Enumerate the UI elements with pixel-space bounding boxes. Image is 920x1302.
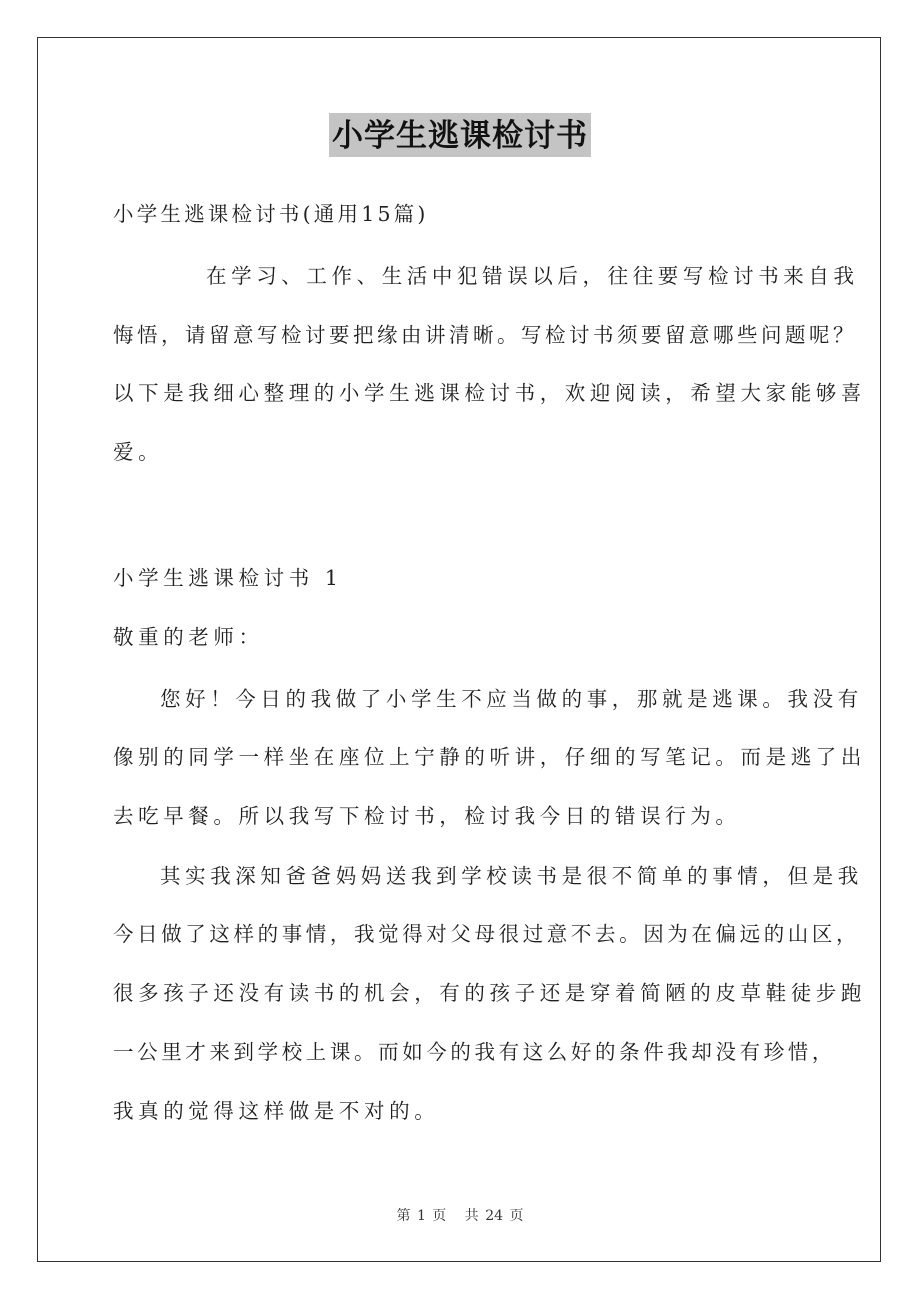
document-subtitle: 小学生逃课检讨书(通用15篇) [113, 202, 429, 226]
paragraph-1-line-3: 去吃早餐。所以我写下检讨书，检讨我今日的错误行为。 [113, 804, 741, 828]
paragraph-2-line-5: 我真的觉得这样做是不对的。 [113, 1099, 440, 1123]
intro-line-2: 悔悟，请留意写检讨要把缘由讲清晰。写检讨书须要留意哪些问题呢？ [113, 323, 857, 347]
page-footer [0, 1205, 920, 1225]
paragraph-1-line-2: 像别的同学一样坐在座位上宁静的听讲，仔细的写笔记。而是逃了出 [113, 745, 866, 769]
intro-line-3: 以下是我细心整理的小学生逃课检讨书，欢迎阅读，希望大家能够喜 [113, 381, 866, 405]
page-number-total: 共 24 页 [464, 1208, 524, 1224]
paragraph-2-line-2: 今日做了这样的事情，我觉得对父母很过意不去。因为在偏远的山区， [113, 922, 861, 946]
document-title: 小学生逃课检讨书 [329, 113, 591, 157]
intro-line-1: 在学习、工作、生活中犯错误以后，往往要写检讨书来自我 [206, 264, 859, 288]
salutation: 敬重的老师： [113, 625, 264, 649]
paragraph-2-line-3: 很多孩子还没有读书的机会，有的孩子还是穿着简陋的皮草鞋徒步跑 [113, 981, 866, 1005]
title-container [0, 113, 920, 157]
section-heading: 小学生逃课检讨书 1 [113, 566, 343, 590]
paragraph-2-line-4: 一公里才来到学校上课。而如今的我有这么好的条件我却没有珍惜， [113, 1040, 836, 1064]
paragraph-2-line-1: 其实我深知爸爸妈妈送我到学校读书是很不简单的事情，但是我 [160, 864, 863, 888]
page-number-current: 第 1 页 [396, 1208, 447, 1224]
paragraph-1-line-1: 您好！今日的我做了小学生不应当做的事，那就是逃课。我没有 [160, 687, 863, 711]
intro-line-4: 爱。 [113, 440, 164, 464]
